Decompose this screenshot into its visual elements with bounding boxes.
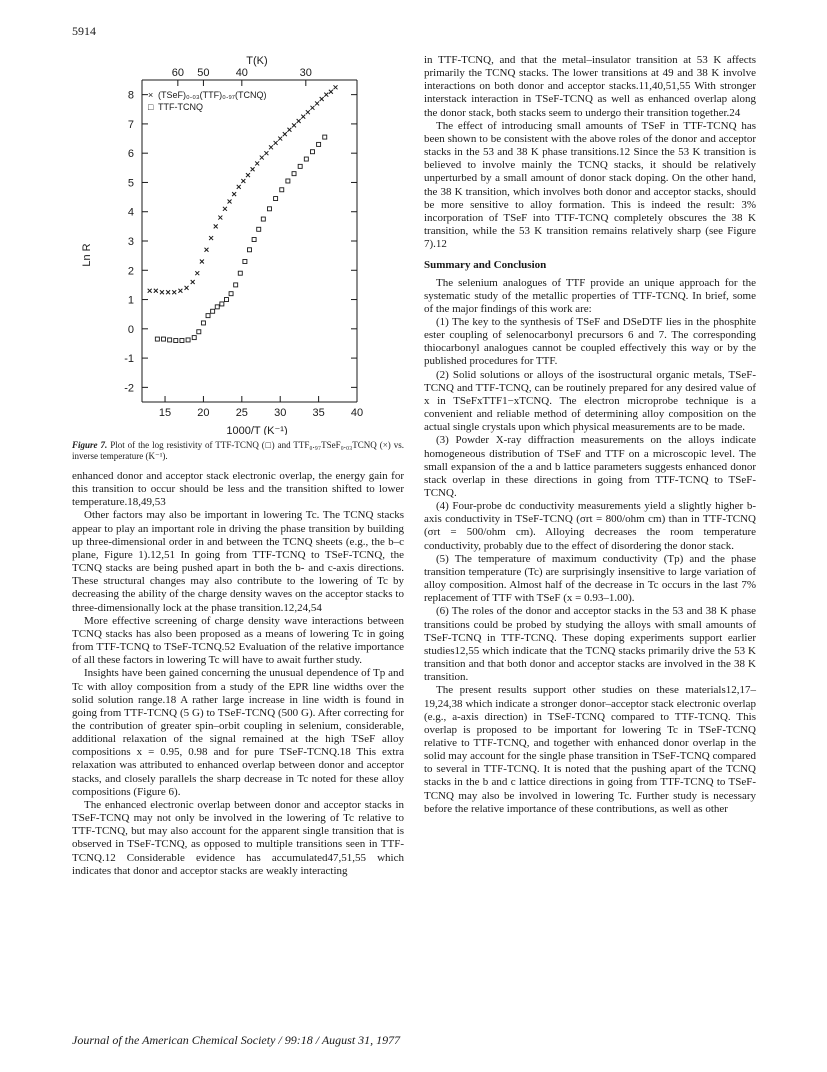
data-point-alloy	[246, 173, 250, 177]
data-point-alloy	[310, 106, 314, 110]
plot-marks	[148, 85, 338, 342]
data-point-alloy	[218, 216, 222, 220]
data-point-ttf-tcnq	[224, 298, 228, 302]
resistivity-plot	[72, 50, 404, 435]
x-tick-label: 15	[158, 407, 172, 419]
paragraph: The enhanced electronic overlap between donor and acceptor stacks in TSeF-TCNQ may not only be involved in the lowering of Tc relative to TTF-TCNQ, but may also account for the apparent single transition that is observed in TSeF-TCNQ, as opposed to multiple transitions seen in TTF-TCNQ.12 Considerable evidence has accumulated47,51,55 which indicates that donor and acceptor stacks are weakly interacting	[72, 798, 404, 877]
y-tick-label: 6	[127, 148, 134, 161]
data-point-alloy	[205, 248, 209, 252]
data-point-ttf-tcnq	[168, 338, 172, 342]
paragraph: (2) Solid solutions or alloys of the isostructural organic metals, TSeF-TCNQ and TTF-TCNQ, can be routinely prepared for any desired value of x in TSeFxTTF1−xTCNQ. The electron microprobe technique is a convenient and reliable method of determining alloy composition on the actual single crystals upon which physical measurements are to be made.	[424, 368, 756, 434]
data-point-ttf-tcnq	[252, 238, 256, 242]
data-point-ttf-tcnq	[243, 259, 247, 263]
data-point-ttf-tcnq	[211, 309, 215, 313]
paragraph: Other factors may also be important in lowering Tc. The TCNQ stacks appear to play an important role in driving the phase transition by building up three-dimensional order in and between the TCNQ sheets (e.g., the b–c plane, Figure 1).12,51 In going from TTF-TCNQ to TSeF-TCNQ, the TCNQ stacks are being pushed apart in both the b- and c-axis directions. These structural changes may also contribute to the lowering of Tc by decreasing the ability of the charge density waves on the acceptor stacks to three-dimensionally lock at the phase transition.12,24,54	[72, 509, 404, 614]
data-point-ttf-tcnq	[229, 292, 233, 296]
paragraph: More effective screening of charge density wave interactions between TCNQ stacks has also been proposed as a means of lowering Tc in going from TTF-TCNQ to TSeF-TCNQ.52 Evaluation of the relative importance of all these factors in lowering Tc will have to await further study.	[72, 614, 404, 667]
data-point-ttf-tcnq	[323, 135, 327, 139]
left-column	[72, 470, 404, 878]
page-number: 5914	[72, 24, 96, 38]
data-point-alloy	[237, 185, 241, 189]
data-point-ttf-tcnq	[286, 179, 290, 183]
top-axis-label: T(K)	[246, 55, 268, 67]
data-point-alloy	[251, 167, 255, 171]
data-point-alloy	[172, 290, 176, 294]
data-point-ttf-tcnq	[155, 337, 159, 341]
y-tick-label: -2	[124, 382, 134, 395]
y-tick-label: 3	[127, 236, 134, 248]
y-tick-label: 8	[127, 89, 134, 102]
data-point-alloy	[223, 207, 227, 211]
data-point-ttf-tcnq	[292, 172, 296, 176]
data-point-ttf-tcnq	[298, 164, 302, 168]
y-tick-label: 2	[127, 265, 134, 278]
data-point-ttf-tcnq	[317, 142, 321, 146]
data-point-ttf-tcnq	[197, 330, 201, 334]
paragraph: (4) Four-probe dc conductivity measurements yield a slightly higher b-axis conductivity in TSeF-TCNQ (σrt = 800/ohm cm) than in TTF-TCNQ (σrt = 500/ohm cm). Alloying decreases the room temperature conductivity, probably due to the effect of disordering the donor stack.	[424, 500, 756, 552]
figure-caption-label: Figure 7.	[72, 440, 108, 450]
paragraph: in TTF-TCNQ, and that the metal–insulator transition at 53 K affects primarily the TCNQ stacks. The lower transitions at 49 and 38 K involve interactions on both donor and acceptor stacks.11,40,51,55 With stronger interstack interaction in TSeF-TCNQ as well as enhanced overlap along the donor stack, both stacks seem to undergo their transition together.24	[424, 54, 756, 119]
section-heading: Summary and Conclusion	[424, 259, 547, 272]
data-point-alloy	[315, 101, 319, 105]
data-point-alloy	[334, 85, 338, 89]
data-point-alloy	[185, 286, 189, 290]
data-point-alloy	[269, 145, 273, 149]
top-tick-label: 40	[235, 67, 248, 79]
paragraph: Insights have been gained concerning the unusual dependence of Tp and Tc with alloy composition from a study of the EPR line widths over the solid solution range.18 A rather large increase in line width is found in going from TTF-TCNQ (5 G) to TSeF-TCNQ (500 G). After correcting for the contribution of greater spin–orbit coupling in selenium, considerable, additional relaxation of the signal remained at the high TSeF alloy compositions x = 0.95, 0.98 and for pure TSeF-TCNQ.18 This extra relaxation was attributed to enhanced overlap between donor and acceptor stacks, and closely parallels the sharp decrease in Tc noted for these alloy compositions (Figure 6).	[72, 667, 404, 798]
paragraph: (6) The roles of the donor and acceptor stacks in the 53 and 38 K phase transitions could be probed by studying the alloys with small amounts of TSeF-TCNQ in TTF-TCNQ. These doping experiments support earlier studies12,55 which indicate that the TCNQ stacks primarily drive the 53 K transition and that both donor and acceptor stacks are involved in the 38 K transition.	[424, 605, 756, 684]
figure-caption	[72, 440, 404, 462]
data-point-alloy	[264, 151, 268, 155]
data-point-alloy	[324, 93, 328, 97]
data-point-alloy	[260, 156, 264, 160]
top-tick-label: 60	[171, 67, 184, 79]
y-tick-label: 5	[127, 177, 134, 190]
data-point-ttf-tcnq	[267, 207, 271, 211]
data-point-ttf-tcnq	[274, 197, 278, 201]
data-point-alloy	[301, 115, 305, 119]
data-point-alloy	[320, 97, 324, 101]
data-point-alloy	[148, 289, 152, 293]
data-point-alloy	[191, 280, 195, 284]
journal-footer: Journal of the American Chemical Society / 99:18 / August 31, 1977	[72, 1033, 401, 1047]
data-point-ttf-tcnq	[162, 337, 166, 341]
legend-marker-ttf-tcnq: □	[148, 102, 154, 112]
data-point-alloy	[209, 236, 213, 240]
data-point-alloy	[292, 123, 296, 127]
legend	[148, 90, 267, 112]
x-tick-label: 35	[312, 407, 325, 419]
data-point-ttf-tcnq	[261, 217, 265, 221]
data-point-ttf-tcnq	[206, 314, 210, 318]
right-column	[424, 54, 756, 816]
legend-label-ttf-tcnq: TTF-TCNQ	[158, 102, 203, 112]
x-tick-label: 25	[235, 407, 248, 419]
data-point-ttf-tcnq	[238, 271, 242, 275]
plot-axes	[142, 80, 357, 402]
data-point-alloy	[228, 199, 232, 203]
y-tick-label: -1	[124, 353, 134, 366]
y-tick-label: 0	[127, 323, 134, 336]
y-tick-label: 1	[127, 294, 134, 307]
data-point-ttf-tcnq	[215, 305, 219, 309]
data-point-ttf-tcnq	[304, 157, 308, 161]
paragraph: The selenium analogues of TTF provide an unique approach for the systematic study of the metallic properties of TTF-TCNQ. In brief, some of the major findings of this work are:	[424, 276, 756, 315]
data-point-alloy	[232, 192, 236, 196]
paragraph: enhanced donor and acceptor stack electronic overlap, the energy gain for this transition to occur should be less and the transition shifted to lower temperature.18,49,53	[72, 470, 404, 509]
data-point-alloy	[297, 119, 301, 123]
paragraph: (5) The temperature of maximum conductivity (Tp) and the phase transition temperature (Tc) are surprisingly insensitive to large variation of alloy composition. Almost half of the decrease in Tc occurs in the last 7% replacement of TTF with TSeF (x = 0.93–1.00).	[424, 552, 756, 605]
data-point-ttf-tcnq	[192, 336, 196, 340]
data-point-alloy	[154, 289, 158, 293]
x-tick-label: 30	[274, 407, 287, 419]
data-point-ttf-tcnq	[280, 188, 284, 192]
data-point-alloy	[241, 179, 245, 183]
legend-label-alloy: (TSeF)₀.₀₃(TTF)₀.₉₇(TCNQ)	[158, 90, 267, 100]
paragraph: (3) Powder X-ray diffraction measurements on the alloys indicate homogeneous distribution of TSeF and TTF on a microscopic level. The small expansion of the a and b lattice parameters suggests enhanced donor stack overlap in these directions in going from TTF-TCNQ to TSeF-TCNQ.	[424, 434, 756, 499]
figure-caption-text: Plot of the log resistivity of TTF-TCNQ (□) and TTF₀.₉₇TSeF₀.₀₃TCNQ (×) vs. inverse temperature (K⁻¹).	[72, 440, 404, 461]
data-point-alloy	[200, 259, 204, 263]
top-tick-label: 50	[197, 67, 210, 79]
paragraph: The present results support other studies on these materials12,17–19,24,38 which indicate a stronger donor–acceptor stack electronic overlap (e.g., a-axis direction) in TSeF-TCNQ compared to TTF-TCNQ. This overlap is proposed to be important for lowering Tc in TSeF-TCNQ relative to TTF-TCNQ, and together with enhanced donor overlap in the solid may account for the single phase transition in TSeF-TCNQ compared to several in TTF-TCNQ. It is noted that the pushing apart of the TCNQ stacks in the b and c lattice directions in going from TTF-TCNQ to TSeF-TCNQ may also be involved in lowering Tc. Further study is necessary before the relative importance of these contributions, as well as other	[424, 684, 756, 815]
x-axis-label: 1000/T (K⁻¹)	[226, 425, 288, 435]
data-point-ttf-tcnq	[220, 302, 224, 306]
data-point-ttf-tcnq	[310, 150, 314, 154]
paragraph: The effect of introducing small amounts of TSeF in TTF-TCNQ has been shown to be consistent with the above roles of the donor and acceptor stacks in the 53 and 38 K phase transitions.12 Since the 53 K transition is believed to involve mainly the TCNQ stacks, it should be relatively unperturbed by a small amount of donor stack doping. On the other hand, the 38 K transition, which involves both donor and acceptor stacks, should be more sensitive to alloy formation. This is indeed the result: 3% incorporation of TSeF into TTF-TCNQ completely obscures the 38 K transition, while the 53 K transition remains relatively sharp (see Figure 7).12	[424, 119, 756, 251]
legend-marker-alloy: ×	[148, 90, 154, 100]
plot-ticks	[124, 67, 363, 419]
y-axis-label: Ln R	[81, 243, 93, 267]
figure-7	[72, 50, 404, 440]
data-point-alloy	[329, 90, 333, 94]
y-tick-label: 4	[127, 206, 134, 219]
data-point-ttf-tcnq	[180, 339, 184, 343]
data-point-alloy	[160, 290, 164, 294]
top-tick-label: 30	[299, 67, 312, 79]
data-point-ttf-tcnq	[201, 321, 205, 325]
data-point-alloy	[214, 224, 218, 228]
paragraph: (1) The key to the synthesis of TSeF and DSeDTF lies in the phosphite ester coupling of selenocarbonyl precursors 6 and 7. The corresponding thiocarbonyl analogues cannot be coupled effectively this way or by the published procedures for TTF.	[424, 315, 756, 368]
data-point-alloy	[166, 290, 170, 294]
data-point-alloy	[255, 161, 259, 165]
data-point-alloy	[278, 137, 282, 141]
data-point-alloy	[274, 141, 278, 145]
data-point-ttf-tcnq	[234, 283, 238, 287]
data-point-alloy	[283, 132, 287, 136]
data-point-alloy	[195, 271, 199, 275]
y-tick-label: 7	[127, 118, 134, 131]
data-point-alloy	[287, 128, 291, 132]
x-tick-label: 40	[350, 407, 364, 419]
x-tick-label: 20	[197, 407, 210, 419]
data-point-ttf-tcnq	[248, 248, 252, 252]
data-point-alloy	[306, 110, 310, 114]
data-point-ttf-tcnq	[186, 338, 190, 342]
data-point-ttf-tcnq	[174, 339, 178, 343]
data-point-ttf-tcnq	[257, 227, 261, 231]
data-point-alloy	[178, 289, 182, 293]
